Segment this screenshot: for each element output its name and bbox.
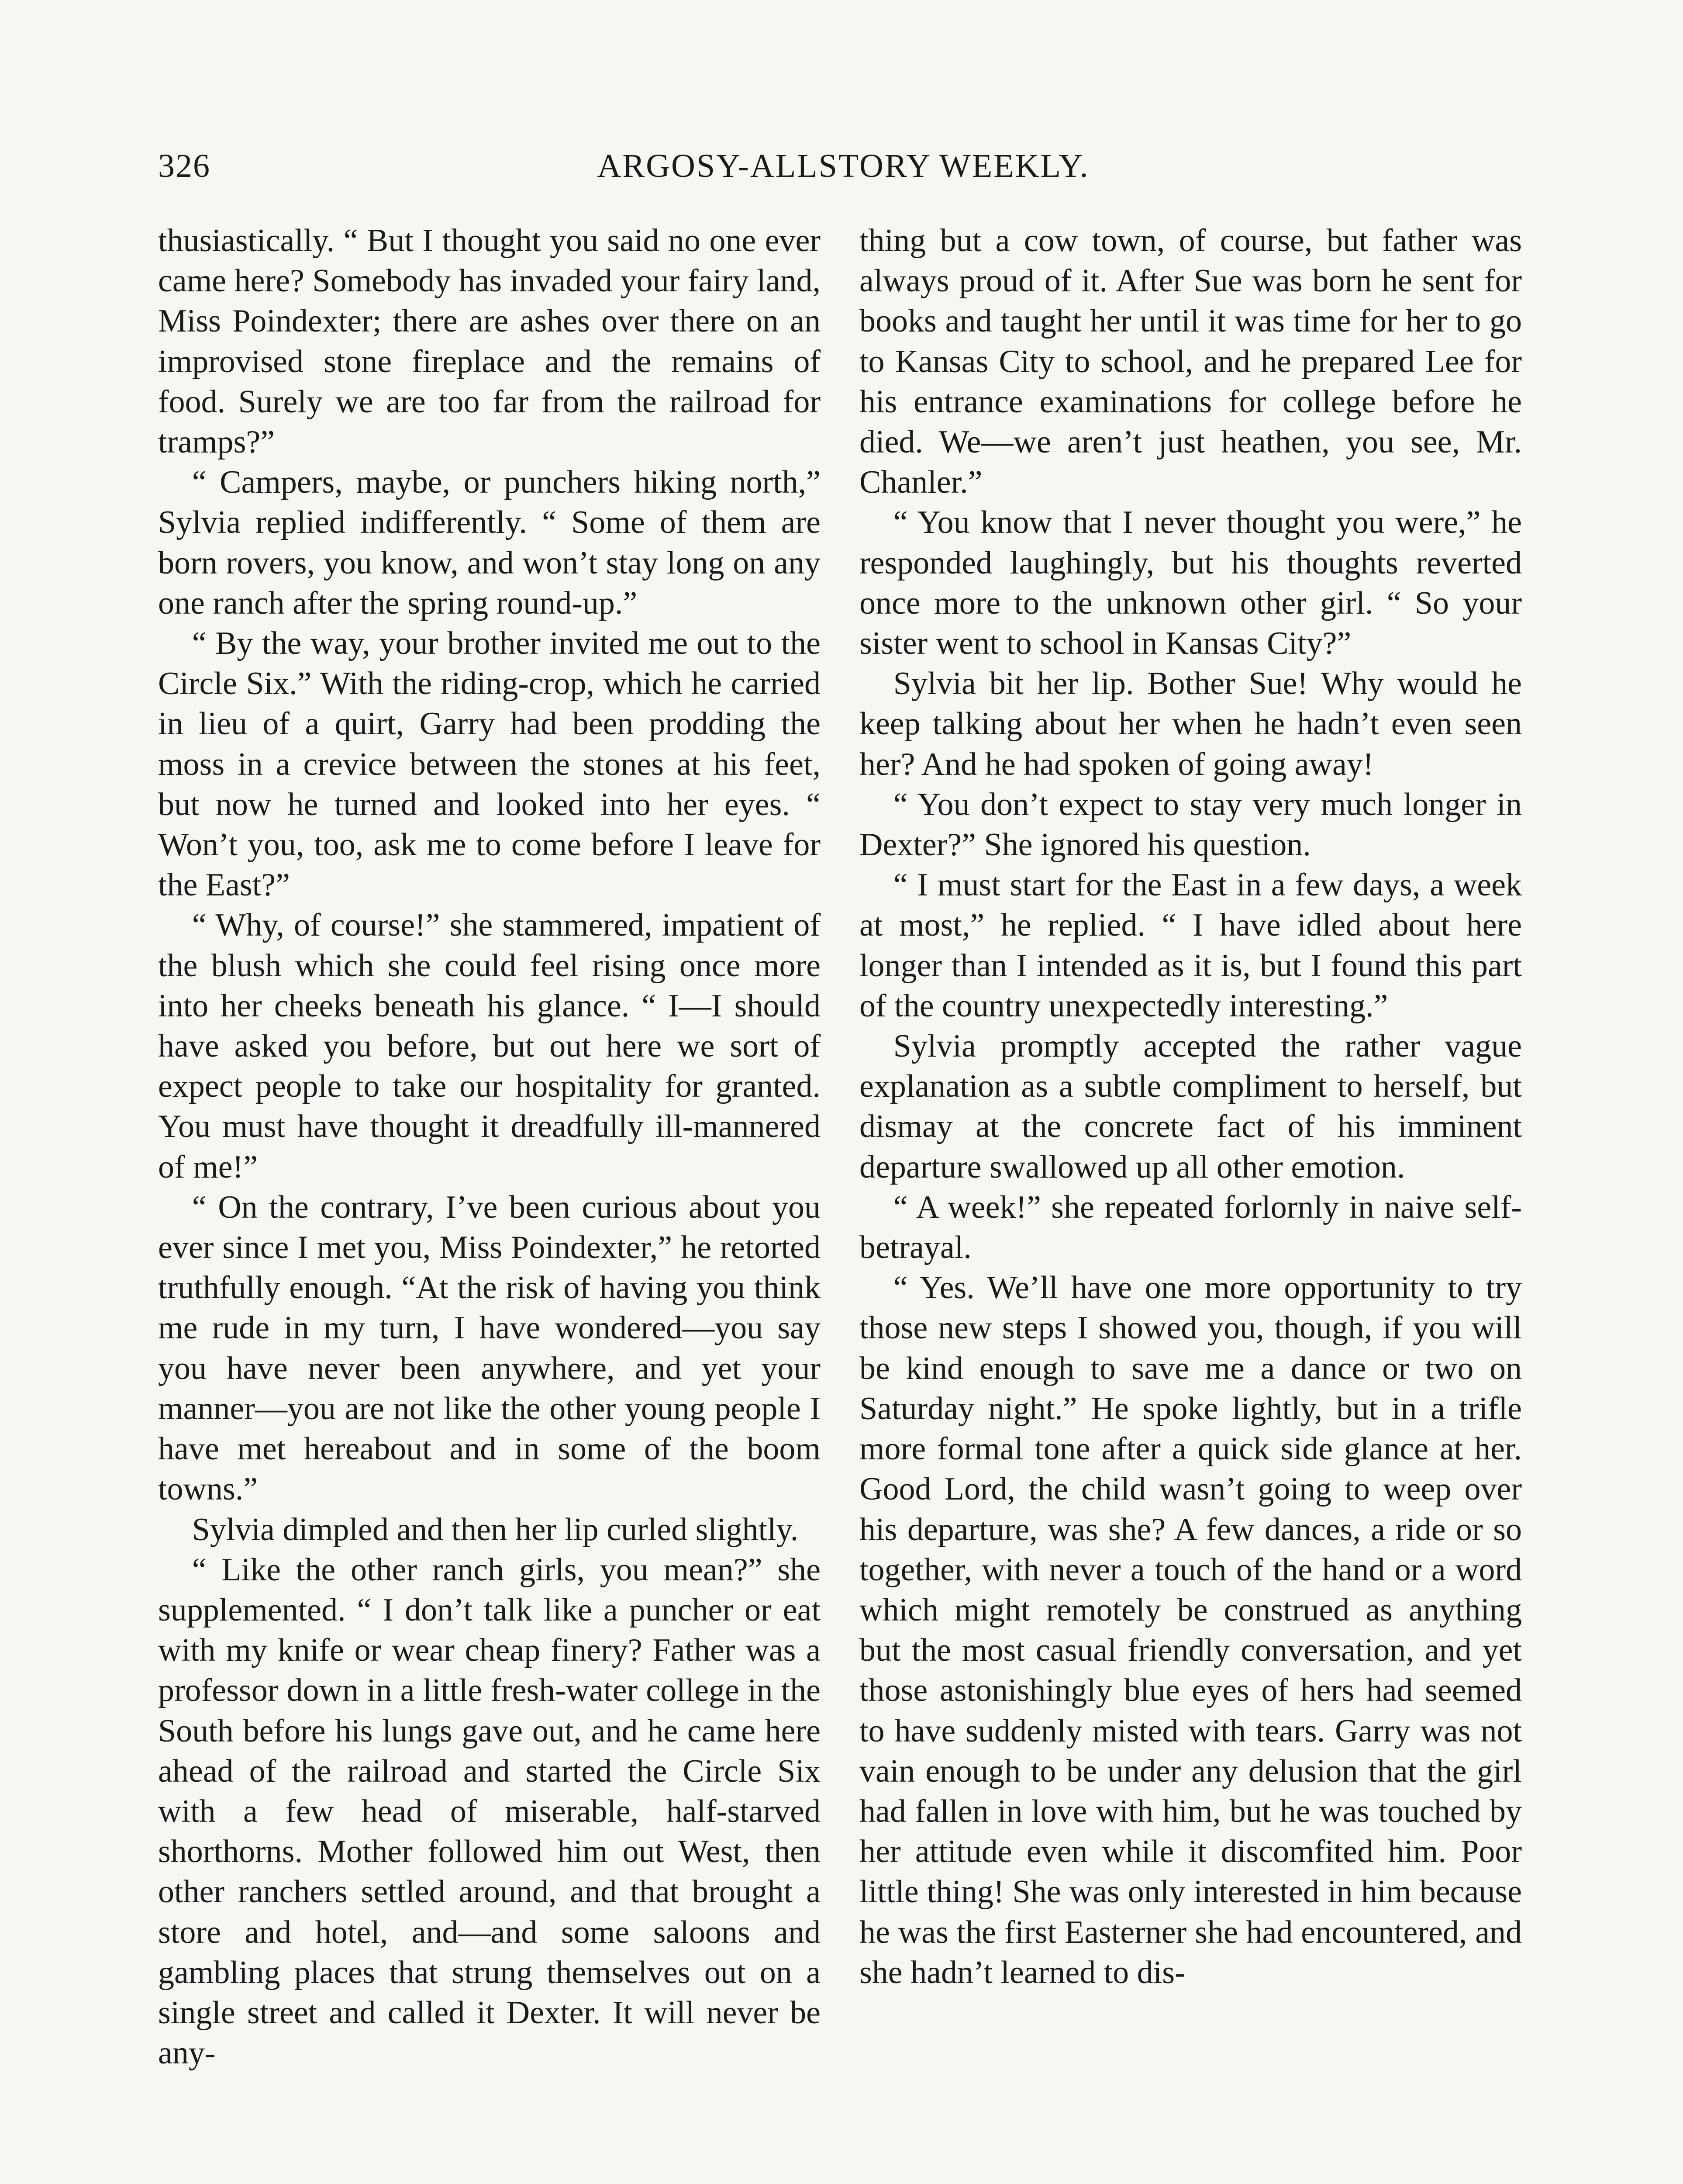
paragraph: “ You know that I never thought you were,” he responded laughingly, but his thoughts reverted once more to the unknown other girl. “ So your sister went to school in Kansas City?”	[859, 505, 1522, 662]
right-column	[859, 221, 1522, 1993]
paragraph: “ By the way, your brother invited me out to the Circle Six.” With the riding-crop, which he carried in lieu of a quirt, Garry had been prodding the moss in a crevice between the stones at his feet, but now he turned and looked into her eyes. “ Won’t you, too, ask me to come before I leave for the East?”	[158, 625, 821, 903]
paragraph: “ Why, of course!” she stammered, impatient of the blush which she could feel rising once more into her cheeks beneath his glance. “ I—I should have asked you before, but out here we sort of expect people to take our hospitality for granted. You must have thought it dreadfully ill-mannered of me!”	[158, 907, 821, 1185]
paragraph: “ You don’t expect to stay very much longer in Dexter?” She ignored his question.	[859, 786, 1522, 863]
paragraph: “ A week!” she repeated forlornly in naive self-betrayal.	[859, 1189, 1522, 1266]
paragraph: “ Yes. We’ll have one more opportunity to try those new steps I showed you, though, if you will be kind enough to save me a dance or two on Saturday night.” He spoke lightly, but in a trifle more formal tone after a quick side glance at her. Good Lord, the child wasn’t going to weep over his departure, was she? A few dances, a ride or so together, with never a touch of the hand or a word which might remotely be construed as anything but the most casual friendly conversation, and yet those astonishingly blue eyes of hers had seemed to have suddenly misted with tears. Garry was not vain enough to be under any delusion that the girl had fallen in love with him, but he was touched by her attitude even while it discomfited him. Poor little thing! She was only interested in him because he was the first Easterner she had encountered, and she hadn’t learned to dis-	[859, 1270, 1522, 1990]
paragraph: thusiastically. “ But I thought you said no one ever came here? Somebody has invaded your fairy land, Miss Poindexter; there are ashes over there on an improvised stone fireplace and the remains of food. Surely we are too far from the railroad for tramps?”	[158, 223, 821, 460]
running-title: ARGOSY-ALLSTORY WEEKLY.	[597, 148, 1090, 184]
paragraph: thing but a cow town, of course, but father was always proud of it. After Sue was born he sent for books and taught her until it was time for her to go to Kansas City to school, and he prepared Lee for his entrance examinations for college before he died. We—we aren’t just heathen, you see, Mr. Chanler.”	[859, 223, 1522, 501]
paragraph: “ Campers, maybe, or punchers hiking north,” Sylvia replied indifferently. “ Some of them are born rovers, you know, and won’t stay long on any one ranch after the spring round-up.”	[158, 464, 821, 621]
paragraph: Sylvia dimpled and then her lip curled slightly.	[192, 1511, 799, 1548]
page-header	[158, 140, 1528, 192]
paragraph: “ Like the other ranch girls, you mean?” she supplemented. “ I don’t talk like a puncher or eat with my knife or wear cheap finery? Father was a professor down in a little fresh-water college in the South before his lungs gave out, and he came here ahead of the railroad and started the Circle Six with a few head of miserable, half-starved shorthorns. Mother followed him out West, then other ranchers settled around, and that brought a store and hotel, and—and some saloons and gambling places that strung themselves out on a single street and called it Dexter. It will never be any-	[158, 1552, 821, 2071]
left-column	[158, 221, 821, 2073]
page-number: 326	[158, 148, 210, 184]
paragraph: “ I must start for the East in a few days, a week at most,” he replied. “ I have idled about here longer than I intended as it is, but I found this part of the country unexpectedly interesting.”	[859, 867, 1522, 1024]
paragraph: Sylvia promptly accepted the rather vague explanation as a subtle compliment to herself, but dismay at the concrete fact of his imminent departure swallowed up all other emotion.	[859, 1028, 1522, 1185]
paragraph: “ On the contrary, I’ve been curious about you ever since I met you, Miss Poindexter,” he retorted truthfully enough. “At the risk of having you think me rude in my turn, I have wondered—you say you have never been anywhere, and yet your manner—you are not like the other young people I have met hereabout and in some of the boom towns.”	[158, 1189, 821, 1507]
paragraph: Sylvia bit her lip. Bother Sue! Why would he keep talking about her when he hadn’t even seen her? And he had spoken of going away!	[859, 666, 1522, 782]
